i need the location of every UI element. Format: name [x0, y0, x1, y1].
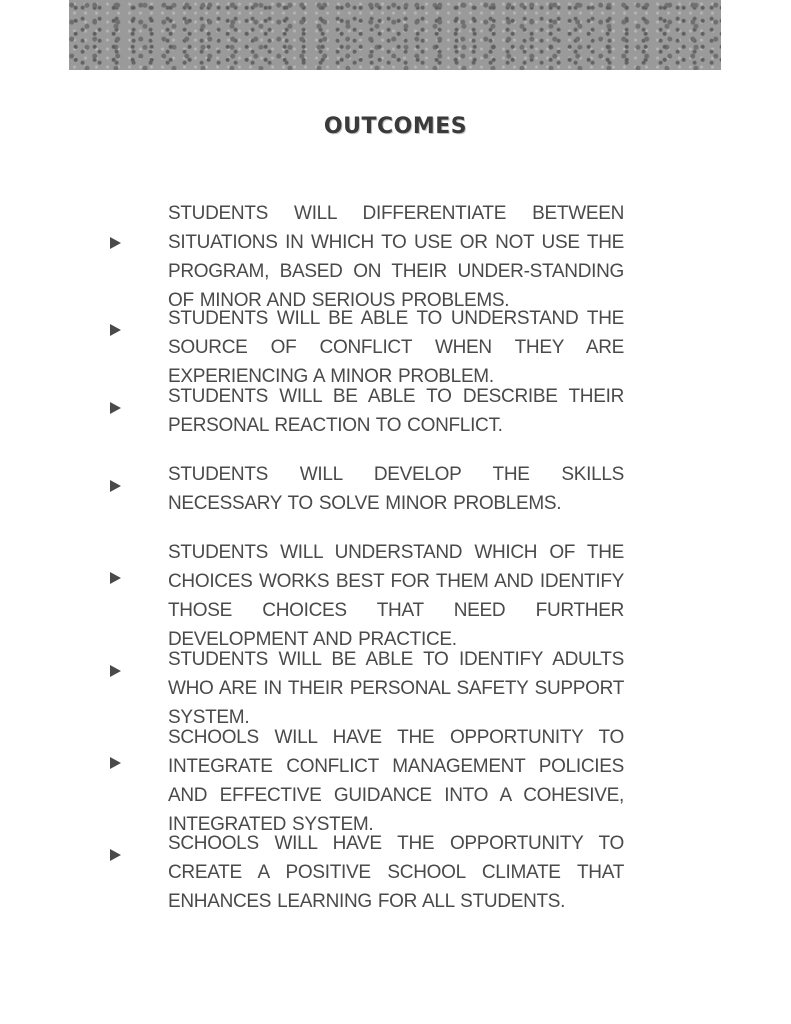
- outcome-text: SCHOOLS WILL HAVE THE OPPORTUNITY TO CREATE A POSITIVE SCHOOL CLIMATE THAT ENHANCES LEARNING FOR ALL STUDENTS.: [168, 833, 624, 912]
- triangle-bullet-icon: [110, 757, 121, 769]
- triangle-bullet-icon: [110, 572, 121, 584]
- triangle-bullet-icon: [110, 237, 121, 249]
- triangle-bullet-icon: [110, 402, 121, 414]
- outcome-text: SCHOOLS WILL HAVE THE OPPORTUNITY TO INTEGRATE CONFLICT MANAGEMENT POLICIES AND EFFECTIVE GUIDANCE INTO A COHESIVE, INTEGRATED SYSTEM.: [168, 727, 624, 835]
- triangle-bullet-icon: [110, 665, 121, 677]
- page-title: OUTCOMES: [323, 114, 468, 139]
- outcome-text: STUDENTS WILL DIFFERENTIATE BETWEEN SITUATIONS IN WHICH TO USE OR NOT USE THE PROGRAM, BASED ON THEIR UNDER-STANDING OF MINOR AND SERIOUS PROBLEMS.: [168, 203, 624, 311]
- triangle-bullet-icon: [110, 324, 121, 336]
- triangle-bullet-icon: [110, 849, 121, 861]
- outcome-text: STUDENTS WILL DEVELOP THE SKILLS NECESSARY TO SOLVE MINOR PROBLEMS.: [168, 464, 624, 514]
- outcome-text: STUDENTS WILL BE ABLE TO UNDERSTAND THE SOURCE OF CONFLICT WHEN THEY ARE EXPERIENCING A MINOR PROBLEM.: [168, 308, 624, 387]
- outcome-text: STUDENTS WILL BE ABLE TO IDENTIFY ADULTS WHO ARE IN THEIR PERSONAL SAFETY SUPPORT SYSTEM.: [168, 649, 624, 728]
- outcome-text: STUDENTS WILL UNDERSTAND WHICH OF THE CHOICES WORKS BEST FOR THEM AND IDENTIFY THOSE CHOICES THAT NEED FURTHER DEVELOPMENT AND PRACTICE.: [168, 542, 624, 650]
- triangle-bullet-icon: [110, 480, 121, 492]
- outcome-text: STUDENTS WILL BE ABLE TO DESCRIBE THEIR PERSONAL REACTION TO CONFLICT.: [168, 386, 624, 436]
- decorative-banner: [69, 0, 721, 70]
